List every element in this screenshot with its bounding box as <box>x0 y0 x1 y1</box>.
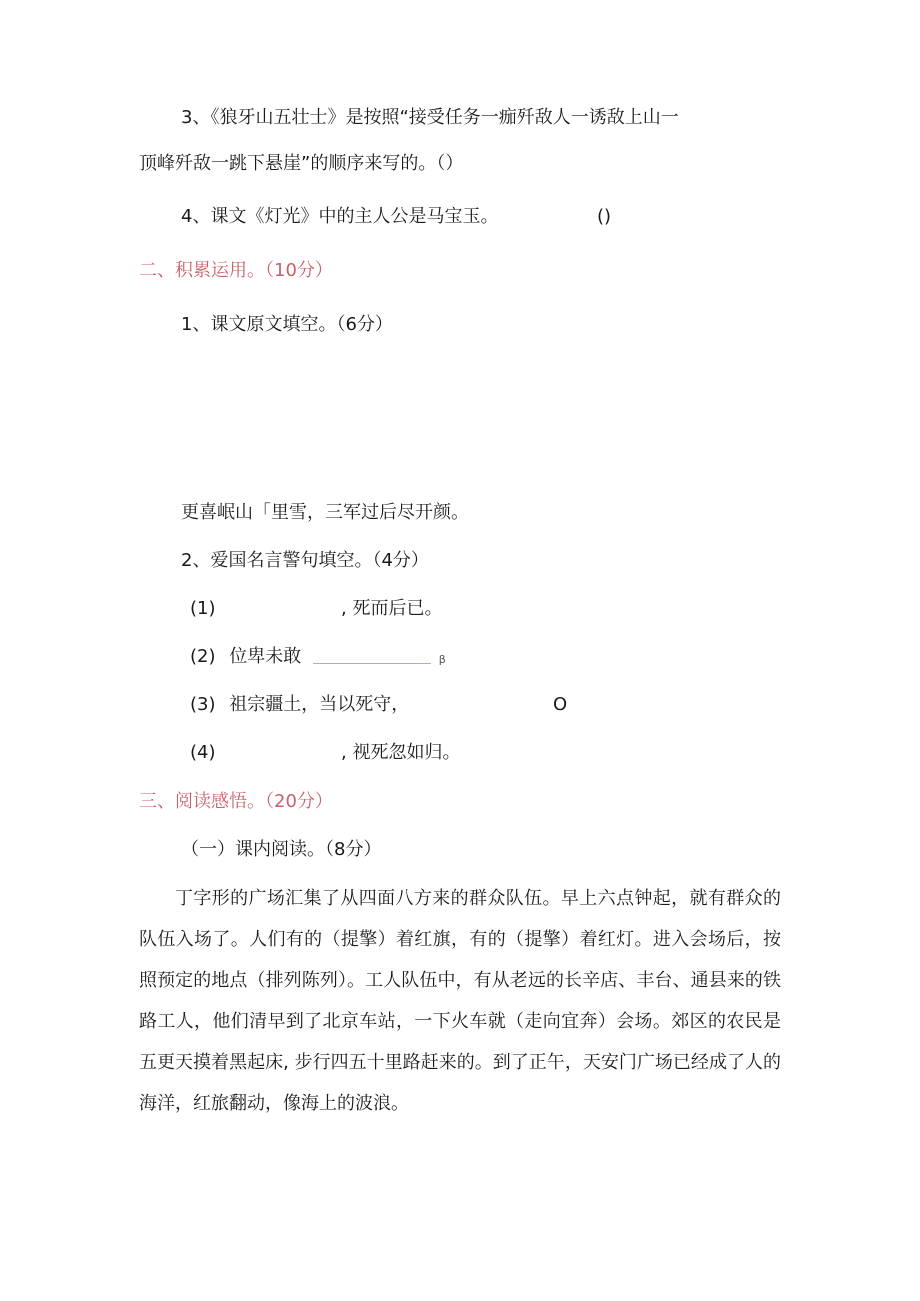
answer-blank-line[interactable] <box>313 649 431 664</box>
quote-item-4-text: , 视死忽如归。 <box>341 742 461 763</box>
quote-item-1-text: , 死而后已。 <box>341 598 443 619</box>
quote-item-3 <box>190 693 409 717</box>
item3-line1: 3、《狼牙山五壮士》是按照“接受任务一痂歼敌人一诱敌上山一 <box>181 107 679 128</box>
item4-text: 4、课文《灯光》中的主人公是马宝玉。 <box>181 206 499 227</box>
item4-answer-bracket: () <box>597 206 612 227</box>
reading-sub-label: （一）课内阅读。（8分） <box>181 839 382 860</box>
section-2-heading: 二、积累运用。（10分） <box>139 260 333 281</box>
question-1-label: 1、课文原文填空。（6分） <box>181 314 393 335</box>
quote-item-3-end-mark: O <box>553 694 568 715</box>
reading-passage: 丁字形的广场汇集了从四面八方来的群众队伍。早上六点钟起，就有群众的队伍入场了。人们有的（提擎）着红旗，有的（提擎）着红灯。进入会场后，按照预定的地点（排列陈列）。工人队伍中，有从老远的长辛店、丰台、通县来的铁路工人，他们清早到了北京车站，一下火车就（走向宜奔）会场。郊区的农民是五更天摸着黑起床, 步行四五十里路赶来的。到了正午，天安门广场已经成了人的海洋，红旅翻动，像海上的波浪。 <box>139 888 781 1114</box>
quote-item-3-number: (3) <box>190 694 216 715</box>
quote-item-2-number: (2) <box>190 646 216 667</box>
quote-item-1-number: (1) <box>190 598 216 619</box>
quote-item-2-text: 位卑未敢 <box>229 646 302 667</box>
poem-line: 更喜岷山「里雪，三军过后尽开颜。 <box>181 502 469 523</box>
quote-item-3-text: 祖宗疆土，当以死守， <box>229 694 410 715</box>
question-2-label: 2、爱国名言警句填空。（4分） <box>181 550 429 571</box>
item3-line2: 顶峰歼敌一跳下悬崖”的顺序来写的。（） <box>139 153 464 174</box>
quote-item-2-mark: β <box>438 653 446 666</box>
quote-item-2 <box>190 645 446 672</box>
quote-item-4-number: (4) <box>190 742 216 763</box>
section-3-heading: 三、阅读感悟。（20分） <box>139 791 333 812</box>
